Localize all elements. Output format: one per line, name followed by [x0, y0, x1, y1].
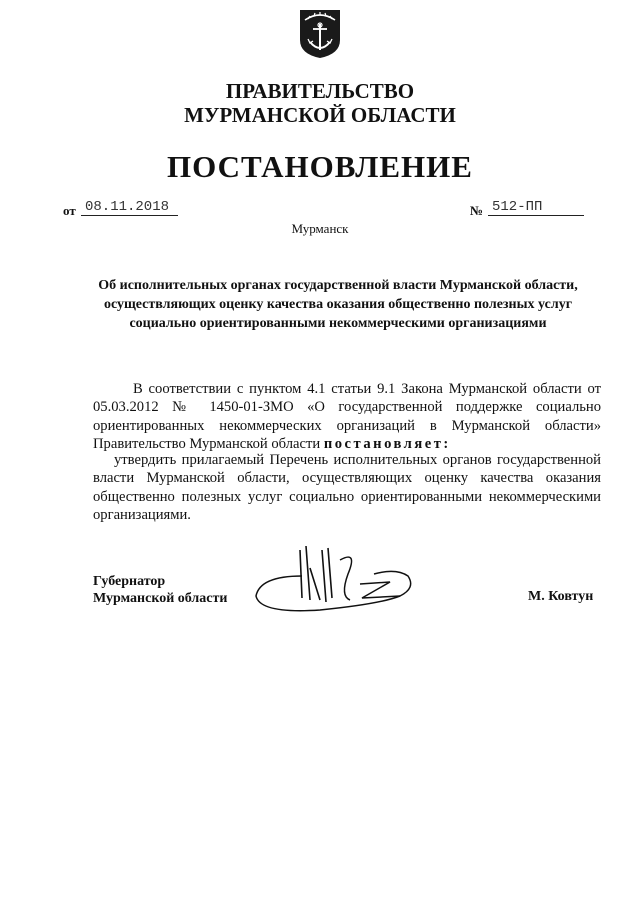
number-prefix: №	[470, 203, 484, 218]
body-paragraph-1	[93, 380, 601, 454]
document-subject: Об исполнительных органах государственной власти Мурманской области, осуществляющих оценку качества оказания общественно полезных услуг социально ориентированными некоммерческими организациями	[98, 278, 578, 331]
signatory-name: М. Ковтун	[528, 589, 594, 604]
organization-name-line2: МУРМАНСКОЙ ОБЛАСТИ	[184, 103, 456, 127]
document-number: 512-ПП	[488, 199, 584, 216]
signatory-title-line1: Губернатор	[93, 574, 166, 589]
handwritten-signature	[240, 538, 460, 622]
body-paragraph-2: утвердить прилагаемый Перечень исполнительных органов государственной власти Мурманской области, осуществляющих оценку качества оказания общественно полезных услуг социально ориентированными некоммерческими организациями.	[93, 452, 601, 524]
document-type-title: ПОСТАНОВЛЕНИЕ	[167, 149, 473, 184]
body-paragraph-1-text: В соответствии с пунктом 4.1 статьи 9.1 Закона Мурманской области от 05.03.2012 № 1450-01-ЗМО «О государственной поддержке социально ориентированных некоммерческих организаций в Мурманской области» Правительство Мурманской области	[93, 381, 601, 453]
city-name: Мурманск	[291, 221, 349, 236]
document-date: 08.11.2018	[81, 199, 178, 216]
coat-of-arms-emblem	[298, 8, 342, 60]
signatory-title	[93, 573, 227, 607]
resolves-keyword: постановляет:	[323, 436, 451, 453]
signatory-title-line2: Мурманской области	[93, 591, 228, 606]
date-prefix: от	[63, 203, 76, 218]
organization-name-line1: ПРАВИТЕЛЬСТВО	[225, 79, 415, 103]
